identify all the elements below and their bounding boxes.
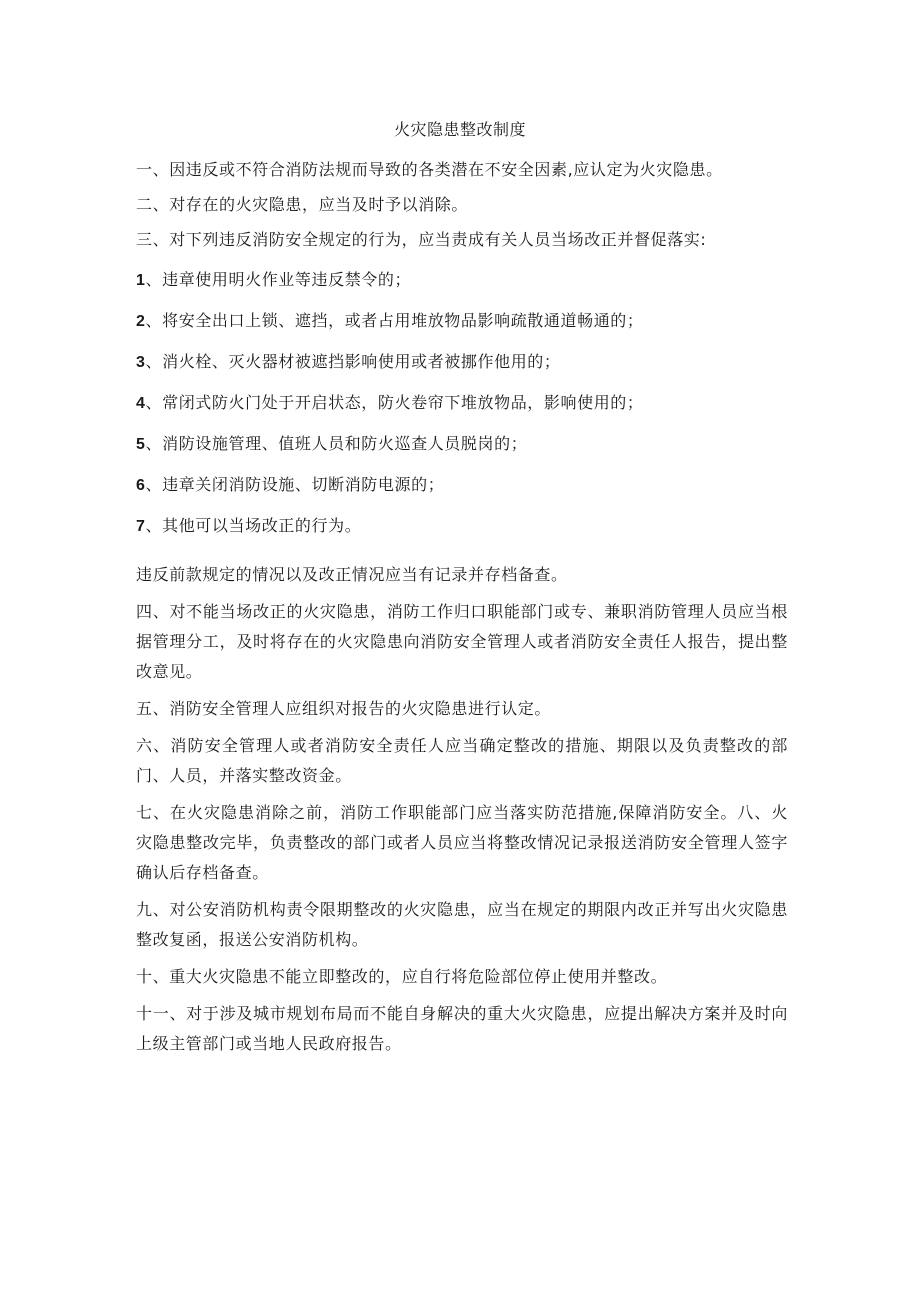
list-item: [136, 511, 788, 542]
body-paragraph: 四、对不能当场改正的火灾隐患，消防工作归口职能部门或专、兼职消防管理人员应当根据管理分工，及时将存在的火灾隐患向消防安全管理人或者消防安全责任人报告，提出整改意见。: [136, 602, 788, 681]
body-paragraph: 七、在火灾隐患消除之前，消防工作职能部门应当落实防范措施,保障消防安全。八、火灾隐患整改完毕，负责整改的部门或者人员应当将整改情况记录报送消防安全管理人签字确认后存档备查。: [136, 803, 788, 882]
list-item-text: 、将安全出口上锁、遮挡，或者占用堆放物品影响疏散通道畅通的；: [145, 311, 644, 330]
document-title: 火灾隐患整改制度: [393, 120, 526, 139]
body-paragraph: 十一、对于涉及城市规划布局而不能自身解决的重大火灾隐患，应提出解决方案并及时向上级主管部门或当地人民政府报告。: [136, 1004, 788, 1053]
body-paragraph: 六、消防安全管理人或者消防安全责任人应当确定整改的措施、期限以及负责整改的部门、人员，并落实整改资金。: [136, 736, 788, 785]
list-item-text: 、消防设施管理、值班人员和防火巡查人员脱岗的；: [145, 434, 528, 453]
body-paragraph: 五、消防安全管理人应组织对报告的火灾隐患进行认定。: [136, 699, 552, 718]
body-paragraph: 违反前款规定的情况以及改正情况应当有记录并存档备查。: [136, 565, 568, 584]
document-body: [136, 155, 788, 1066]
list-item-number: 1: [136, 272, 146, 289]
list-item: [136, 470, 788, 501]
intro-paragraph-3: 三、对下列违反消防安全规定的行为，应当责成有关人员当场改正并督促落实:: [136, 230, 707, 249]
list-item-text: 、消火栓、灭火器材被遮挡影响使用或者被挪作他用的；: [145, 352, 561, 371]
list-item-number: 6: [136, 477, 146, 494]
list-item-number: 2: [136, 313, 146, 330]
list-item: [136, 388, 788, 419]
intro-paragraph-2: 二、对存在的火灾隐患，应当及时予以消除。: [136, 195, 469, 214]
list-item-text: 、常闭式防火门处于开启状态，防火卷帘下堆放物品，影响使用的；: [145, 393, 644, 412]
body-paragraph: 十、重大火灾隐患不能立即整改的，应自行将危险部位停止使用并整改。: [136, 967, 668, 986]
list-item: [136, 347, 788, 378]
list-item: [136, 306, 788, 337]
list-item-number: 3: [136, 354, 146, 371]
list-item-number: 7: [136, 518, 146, 535]
body-paragraphs: [136, 560, 788, 1059]
list-item-text: 、其他可以当场改正的行为。: [145, 516, 362, 535]
body-paragraph: 九、对公安消防机构责令限期整改的火灾隐患，应当在规定的期限内改正并写出火灾隐患整改复函，报送公安消防机构。: [136, 900, 788, 949]
list-item-text: 、违章关闭消防设施、切断消防电源的；: [145, 475, 445, 494]
intro-paragraph-1: 一、因违反或不符合消防法规而导致的各类潜在不安全因素,应认定为火灾隐患。: [136, 160, 723, 179]
list-item: [136, 429, 788, 460]
list-item-number: 5: [136, 436, 146, 453]
list-item-number: 4: [136, 395, 146, 412]
list-item-text: 、违章使用明火作业等违反禁令的；: [145, 270, 412, 289]
list-item: [136, 265, 788, 296]
violation-list: [136, 265, 788, 542]
